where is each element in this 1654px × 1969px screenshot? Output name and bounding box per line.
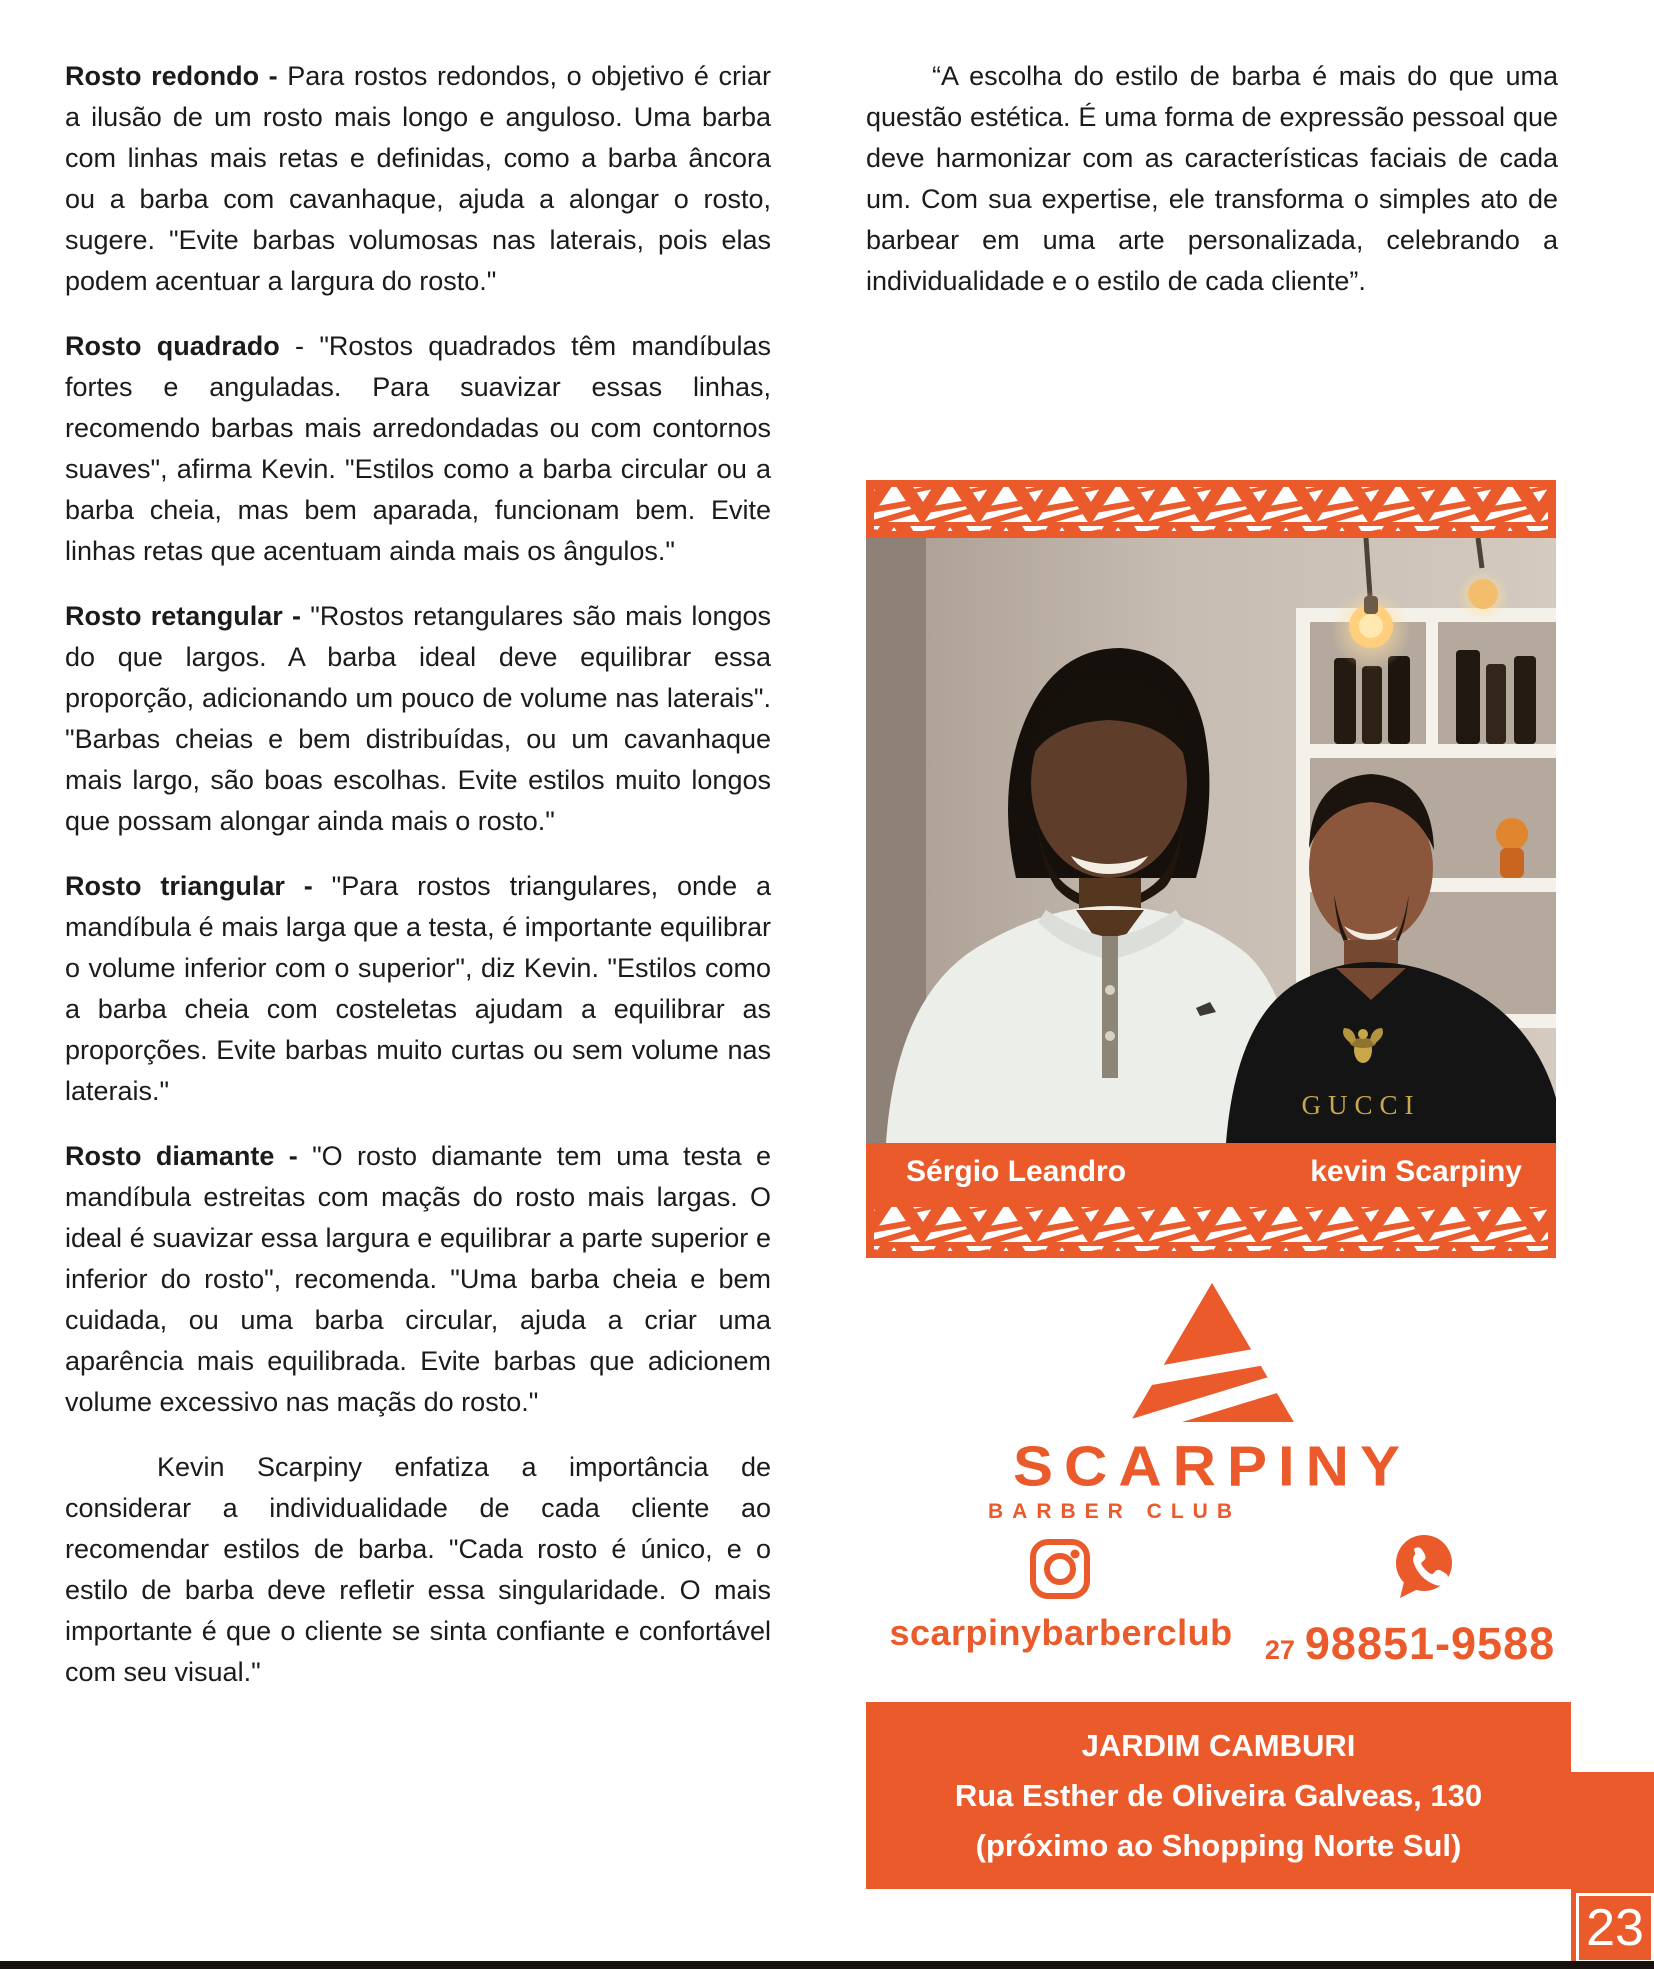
paragraph-rosto-quadrado [65,326,771,572]
paragraph-lead: Rosto quadrado [65,331,280,361]
pattern-border-icon [866,1200,1556,1258]
whatsapp-icon [1390,1532,1456,1600]
brand-wordmark: SCARPINY [1012,1434,1412,1498]
paragraph-lead: Rosto triangular - [65,871,332,901]
instagram-icon [1028,1537,1092,1601]
address-box [866,1702,1571,1889]
paragraph-body: Para rostos redondos, o objetivo é criar a ilusão de um rosto mais longo e anguloso. Uma barba com linhas mais retas e definidas, como a barba âncora ou a barba com cavanhaque, ajuda a alongar o rosto, sugere. "Evite barbas volumosas nas laterais, pois elas podem acentuar a largura do rosto." [65,61,771,296]
paragraph-lead: Rosto retangular - [65,601,311,631]
paragraph-rosto-triangular [65,866,771,1112]
caption-name-right: kevin Scarpiny [1310,1154,1522,1188]
page-bottom-edge [0,1961,1654,1969]
paragraph-lead: Rosto diamante - [65,1141,313,1171]
address-reference: (próximo ao Shopping Norte Sul) [975,1827,1462,1863]
barbershop-photo [866,538,1556,1143]
paragraph-body: "O rosto diamante tem uma testa e mandíbula estreitas com maçãs do rosto mais largas. O ideal é suavizar essa largura e equilibrar a parte superior e inferior do rosto", recomenda. "Uma barba cheia e bem cuidada, ou uma barba circular, ajuda a criar uma aparência mais equilibrada. Evite barbas que adicionem volume excessivo nas maçãs do rosto." [65,1141,771,1417]
paragraph-rosto-diamante [65,1136,771,1423]
brand-tagline: BARBER CLUB [988,1500,1241,1523]
pattern-border-icon [866,480,1556,538]
address-neighborhood: JARDIM CAMBURI [1081,1727,1356,1763]
phone-area-code: 27 [1264,1635,1295,1665]
photo-caption-bar [866,1143,1556,1200]
photo-illustration [866,538,1556,1143]
caption-name-left: Sérgio Leandro [906,1154,1127,1188]
page-number: 23 [1576,1893,1654,1963]
photo-block [866,480,1556,1258]
paragraph-rosto-redondo [65,56,771,302]
paragraph-closing [65,1447,771,1693]
paragraph-body: "Para rostos triangulares, onde a mandíbula é mais larga que a testa, é importante equilibrar o volume inferior com o superior", diz Kevin. "Estilos como a barba cheia com costeletas ajudam a equilibrar as proporções. Evite barbas muito curtas ou sem volume nas laterais." [65,871,771,1106]
instagram-handle: scarpinybarberclub [889,1612,1233,1653]
pull-quote: “A escolha do estilo de barba é mais do que uma questão estética. É uma forma de expressão pessoal que deve harmonizar com as características faciais de cada um. Com sua expertise, ele transforma o simples ato de barbear em uma arte personalizada, celebrando a individualidade e o estilo de cada cliente”. [866,61,1558,296]
paragraph-lead: Rosto redondo - [65,61,288,91]
address-street: Rua Esther de Oliveira Galveas, 130 [954,1777,1483,1813]
paragraph-body: - "Rostos quadrados têm mandíbulas fortes e anguladas. Para suavizar essas linhas, recomendo barbas mais arredondadas ou com contornos suaves", afirma Kevin. "Estilos como a barba circular ou a barba cheia, mas bem aparada, funcionam bem. Evite linhas retas que acentuam ainda mais os ângulos." [65,331,771,566]
phone-row [1262,1618,1558,1670]
shirt-brand-text: GUCCI [1301,1090,1421,1120]
paragraph-body: Kevin Scarpiny enfatiza a importância de considerar a individualidade de cada cliente ao recomendar estilos de barba. "Cada rosto é único, e o estilo de barba deve refletir essa singularidade. O mais importante é que o cliente se sinta confiante e confortável com seu visual." [65,1452,771,1687]
paragraph-body: "Rostos retangulares são mais longos do que largos. A barba ideal deve equilibrar essa proporção, adicionando um pouco de volume nas laterais". "Barbas cheias e bem distribuídas, ou um cavanhaque mais largo, são boas escolhas. Evite estilos muito longos que possam alongar ainda mais o rosto." [65,601,771,836]
brand-mark-icon [1130,1280,1294,1422]
article-left-column [65,56,771,1717]
paragraph-rosto-retangular [65,596,771,842]
phone-number: 98851-9588 [1304,1618,1556,1669]
